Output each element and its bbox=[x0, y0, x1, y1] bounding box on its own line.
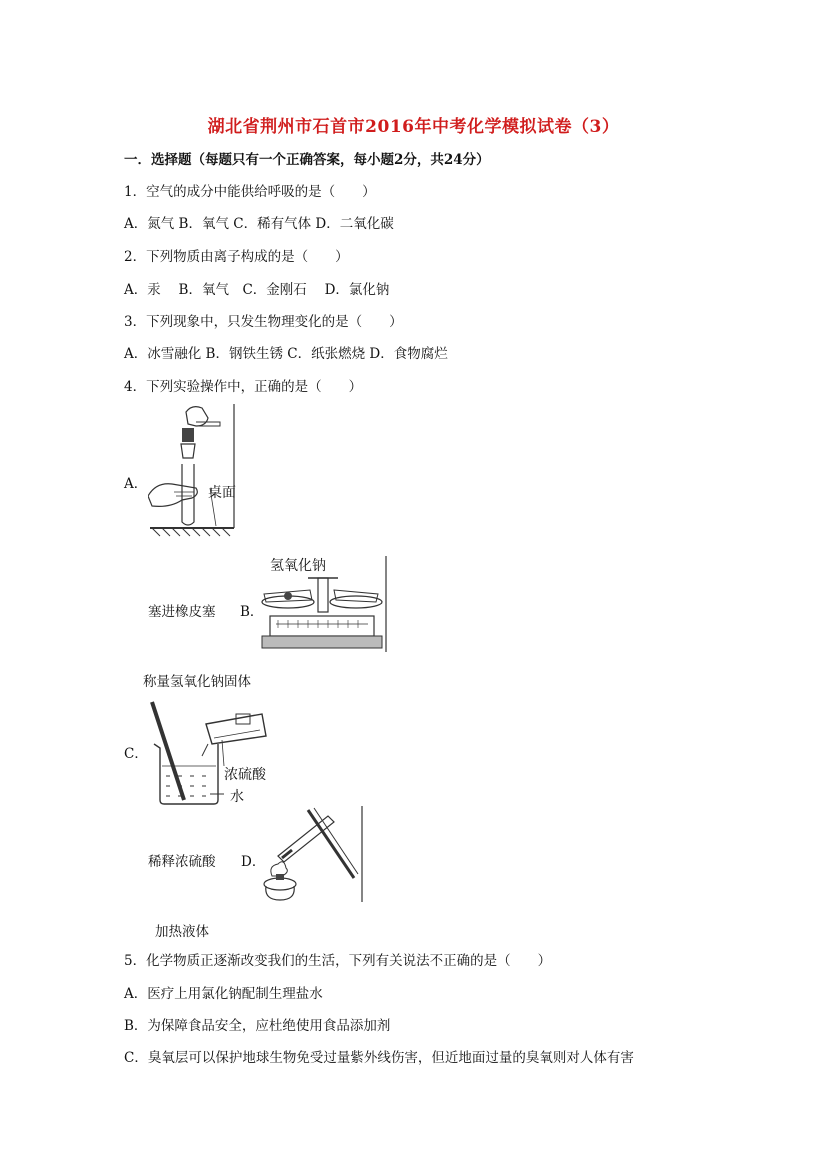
option-a-label: 桌面 bbox=[208, 485, 236, 501]
option-a-caption: 塞进橡皮塞 bbox=[148, 604, 216, 620]
option-d-caption: 加热液体 bbox=[155, 924, 209, 940]
question-4-stem: 4．下列实验操作中，正确的是（ ） bbox=[124, 379, 363, 395]
option-d-letter: D． bbox=[241, 854, 266, 870]
option-a-figure bbox=[148, 404, 240, 540]
question-1-options: A．氮气 B．氧气 C．稀有气体 D．二氧化碳 bbox=[124, 216, 394, 232]
option-c-water-label: 水 bbox=[230, 789, 244, 805]
option-b-label: 氢氧化钠 bbox=[270, 558, 326, 574]
option-c-figure bbox=[148, 700, 276, 806]
question-3-stem: 3．下列现象中，只发生物理变化的是（ ） bbox=[124, 314, 403, 330]
option-a-letter: A． bbox=[124, 476, 148, 492]
option-c-acid-label: 浓硫酸 bbox=[224, 767, 266, 783]
question-2-stem: 2．下列物质由离子构成的是（ ） bbox=[124, 249, 349, 265]
option-d-figure bbox=[258, 806, 364, 906]
question-5-option-a: A．医疗上用氯化钠配制生理盐水 bbox=[124, 986, 323, 1002]
question-5-option-b: B．为保障食品安全，应杜绝使用食品添加剂 bbox=[124, 1018, 391, 1034]
question-5-option-c: C．臭氧层可以保护地球生物免受过量紫外线伤害，但近地面过量的臭氧则对人体有害 bbox=[124, 1050, 634, 1066]
question-3-options: A．冰雪融化 B．钢铁生锈 C．纸张燃烧 D．食物腐烂 bbox=[124, 346, 448, 362]
question-1-stem: 1．空气的成分中能供给呼吸的是（ ） bbox=[124, 184, 376, 200]
option-b-letter: B． bbox=[240, 604, 264, 620]
option-c-letter: C． bbox=[124, 746, 148, 762]
section-heading: 一．选择题（每题只有一个正确答案，每小题2分，共24分） bbox=[124, 152, 490, 168]
page-title: 湖北省荆州市石首市2016年中考化学模拟试卷（3） bbox=[207, 117, 620, 137]
question-5-stem: 5．化学物质正逐渐改变我们的生活，下列有关说法不正确的是（ ） bbox=[124, 953, 552, 969]
question-2-options: A．汞 B．氧气 C．金刚石 D．氯化钠 bbox=[124, 282, 390, 298]
option-c-caption: 稀释浓硫酸 bbox=[148, 854, 216, 870]
option-b-caption: 称量氢氧化钠固体 bbox=[143, 674, 251, 690]
